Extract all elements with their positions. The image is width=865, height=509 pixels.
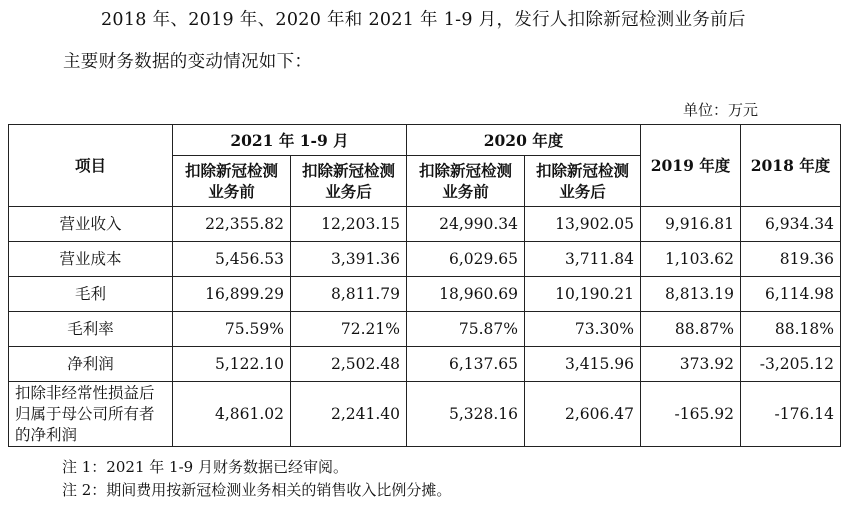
table-cell: -176.14 bbox=[741, 382, 841, 447]
table-body bbox=[9, 207, 841, 447]
table-cell: 3,711.84 bbox=[525, 242, 641, 277]
row-item-label: 净利润 bbox=[9, 347, 173, 382]
table-row bbox=[9, 382, 841, 447]
table-cell: 73.30% bbox=[525, 312, 641, 347]
table-cell: 22,355.82 bbox=[173, 207, 291, 242]
row-item-label: 扣除非经常性损益后归属于母公司所有者的净利润 bbox=[9, 382, 173, 447]
table-cell: 5,328.16 bbox=[407, 382, 525, 447]
table-row bbox=[9, 207, 841, 242]
table-cell: 1,103.62 bbox=[641, 242, 741, 277]
header-group-2020: 2020 年度 bbox=[407, 125, 641, 156]
row-item-label: 毛利率 bbox=[9, 312, 173, 347]
note-2: 注 2：期间费用按新冠检测业务相关的销售收入比例分摊。 bbox=[62, 481, 452, 499]
header-row-top bbox=[9, 125, 841, 156]
table-cell: 3,415.96 bbox=[525, 347, 641, 382]
table-cell: 8,811.79 bbox=[291, 277, 407, 312]
row-item-label: 营业收入 bbox=[9, 207, 173, 242]
table-cell: 6,934.34 bbox=[741, 207, 841, 242]
table-cell: 373.92 bbox=[641, 347, 741, 382]
header-2021-after: 扣除新冠检测业务后 bbox=[291, 156, 407, 207]
table-cell: 75.59% bbox=[173, 312, 291, 347]
table-cell: 3,391.36 bbox=[291, 242, 407, 277]
table-row bbox=[9, 347, 841, 382]
table-row bbox=[9, 277, 841, 312]
table-cell: -165.92 bbox=[641, 382, 741, 447]
table-cell: 12,203.15 bbox=[291, 207, 407, 242]
table-cell: 75.87% bbox=[407, 312, 525, 347]
header-item: 项目 bbox=[9, 125, 173, 207]
header-2021-before: 扣除新冠检测业务前 bbox=[173, 156, 291, 207]
table-cell: 2,241.40 bbox=[291, 382, 407, 447]
table-row bbox=[9, 312, 841, 347]
table-cell: 88.18% bbox=[741, 312, 841, 347]
unit-label: 单位：万元 bbox=[683, 101, 759, 119]
header-2019: 2019 年度 bbox=[641, 125, 741, 207]
table-cell: 88.87% bbox=[641, 312, 741, 347]
header-2018: 2018 年度 bbox=[741, 125, 841, 207]
table-cell: 2,502.48 bbox=[291, 347, 407, 382]
table-cell: 8,813.19 bbox=[641, 277, 741, 312]
table-cell: 5,456.53 bbox=[173, 242, 291, 277]
table-cell: 4,861.02 bbox=[173, 382, 291, 447]
row-item-label: 营业成本 bbox=[9, 242, 173, 277]
table-cell: 9,916.81 bbox=[641, 207, 741, 242]
header-2020-before: 扣除新冠检测业务前 bbox=[407, 156, 525, 207]
table-cell: 16,899.29 bbox=[173, 277, 291, 312]
table-cell: 6,114.98 bbox=[741, 277, 841, 312]
intro-line-1: 2018 年、2019 年、2020 年和 2021 年 1-9 月，发行人扣除新冠检测业务前后 bbox=[101, 10, 746, 30]
row-item-label: 毛利 bbox=[9, 277, 173, 312]
note-1: 注 1：2021 年 1-9 月财务数据已经审阅。 bbox=[62, 458, 348, 476]
table-cell: 72.21% bbox=[291, 312, 407, 347]
notes bbox=[62, 456, 451, 502]
intro-line-2: 主要财务数据的变动情况如下： bbox=[63, 52, 313, 72]
table-cell: 24,990.34 bbox=[407, 207, 525, 242]
financial-table bbox=[8, 124, 841, 447]
table-cell: 13,902.05 bbox=[525, 207, 641, 242]
table-cell: 10,190.21 bbox=[525, 277, 641, 312]
table-cell: 6,029.65 bbox=[407, 242, 525, 277]
table-cell: 18,960.69 bbox=[407, 277, 525, 312]
table-cell: 6,137.65 bbox=[407, 347, 525, 382]
table-cell: 819.36 bbox=[741, 242, 841, 277]
header-2020-after: 扣除新冠检测业务后 bbox=[525, 156, 641, 207]
header-group-2021: 2021 年 1-9 月 bbox=[173, 125, 407, 156]
table-cell: 5,122.10 bbox=[173, 347, 291, 382]
table-cell: -3,205.12 bbox=[741, 347, 841, 382]
table-row bbox=[9, 242, 841, 277]
table-cell: 2,606.47 bbox=[525, 382, 641, 447]
